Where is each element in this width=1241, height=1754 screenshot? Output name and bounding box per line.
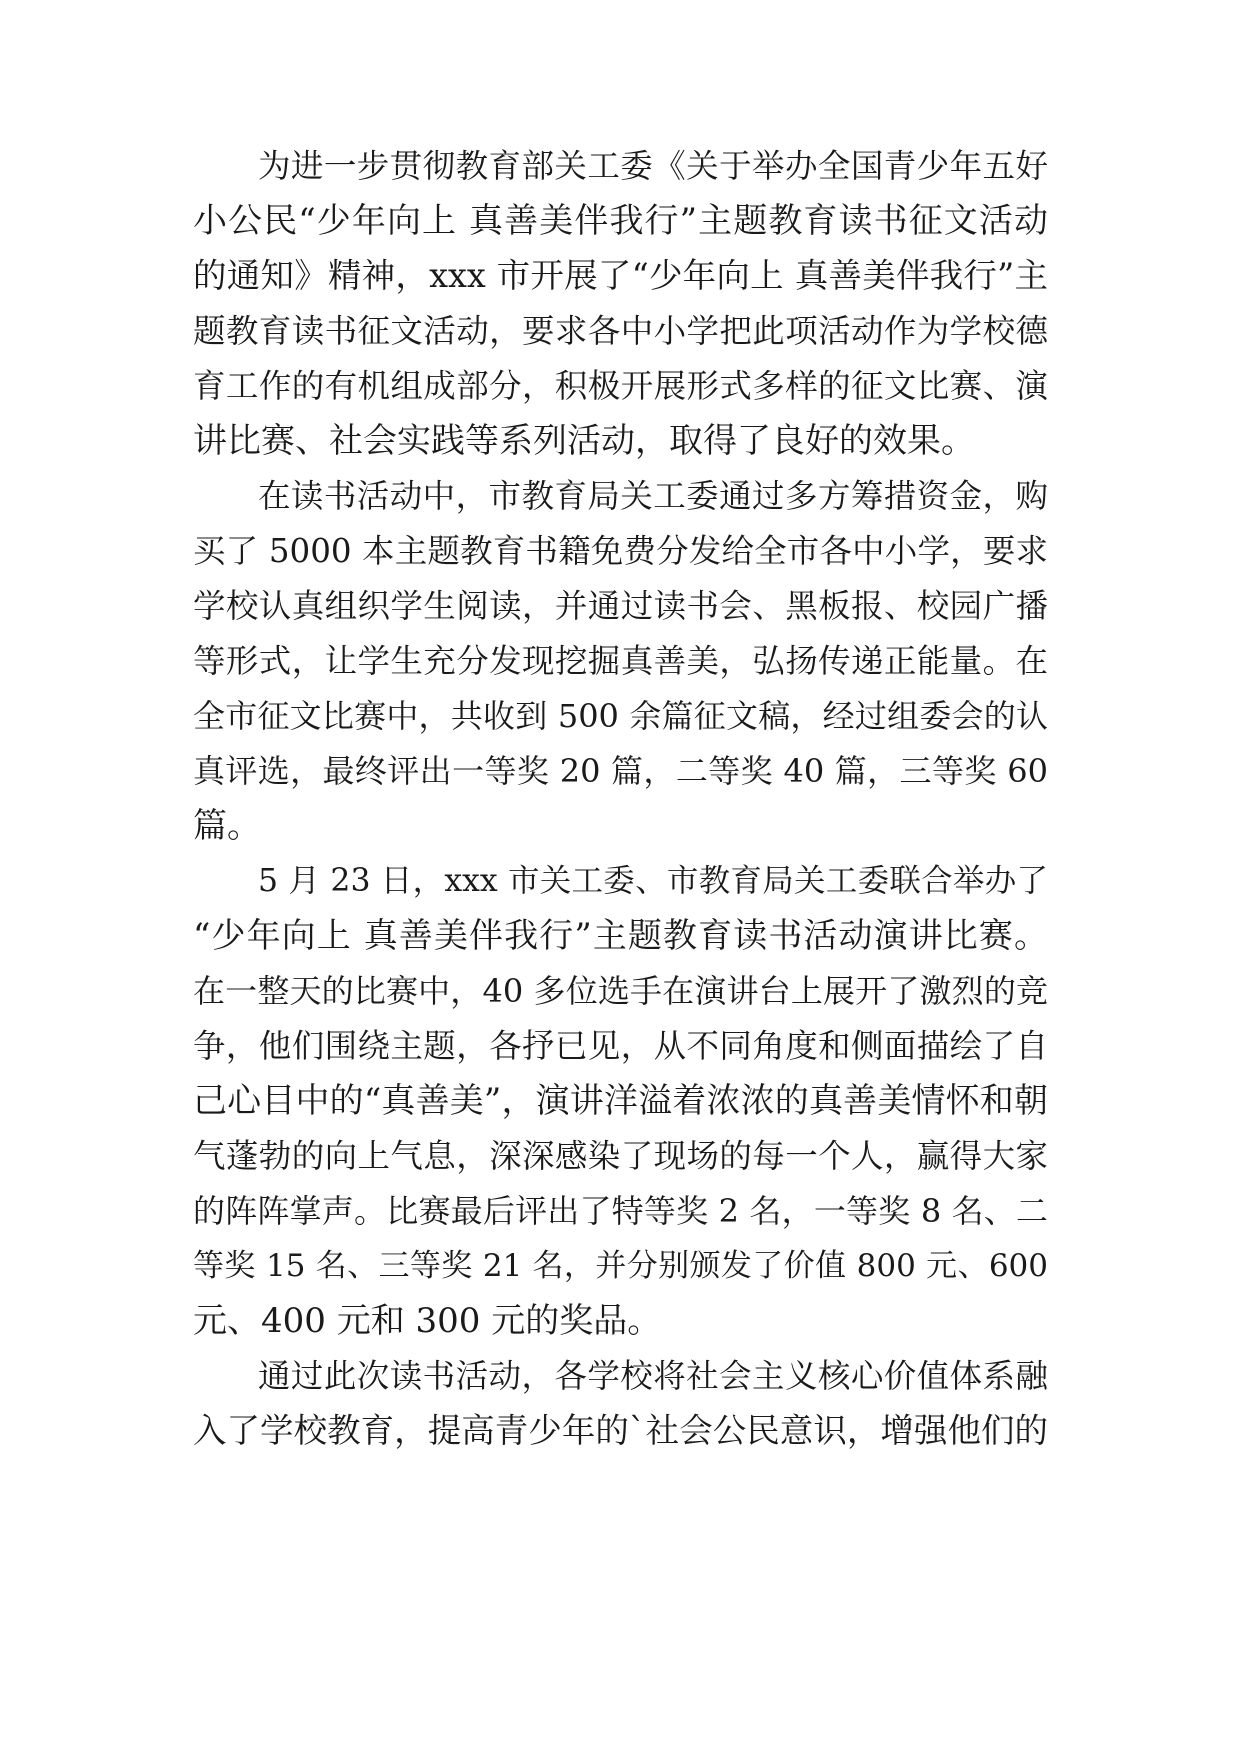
paragraph-line: 在一整天的比赛中，40 多位选手在演讲台上展开了激烈的竞 [193,972,1048,1010]
paragraph-line: 元、400 元和 300 元的奖品。 [193,1301,662,1341]
paragraph-line: 争，他们围绕主题，各抒已见，从不同角度和侧面描绘了自 [193,1027,1048,1065]
paragraph-line: 讲比赛、社会实践等系列活动，取得了良好的效果。 [193,421,975,461]
paragraph-line: 育工作的有机组成部分，积极开展形式多样的征文比赛、演 [193,367,1048,405]
paragraph-line: 通过此次读书活动，各学校将社会主义核心价值体系融 [258,1357,1048,1395]
paragraph-line: 小公民“少年向上 真善美伴我行”主题教育读书征文活动 [193,201,1048,241]
paragraph-line: 入了学校教育，提高青少年的`社会公民意识，增强他们的 [193,1411,1048,1450]
paragraph-line: 学校认真组织学生阅读，并通过读书会、黑板报、校园广播 [193,587,1048,625]
paragraph-line: 题教育读书征文活动，要求各中小学把此项活动作为学校德 [193,312,1048,350]
paragraph-line: 买了 5000 本主题教育书籍免费分发给全市各中小学，要求 [193,532,1048,570]
paragraph-line: 5 月 23 日，xxx 市关工委、市教育局关工委联合举办了 [258,863,1048,899]
paragraph-line: 气蓬勃的向上气息，深深感染了现场的每一个人，赢得大家 [193,1137,1048,1175]
paragraph-line: 全市征文比赛中，共收到 500 余篇征文稿，经过组委会的认 [193,697,1048,735]
paragraph-line: 篇。 [193,806,261,846]
paragraph-line: 的通知》精神，xxx 市开展了“少年向上 真善美伴我行”主 [193,256,1048,295]
paragraph-line: 真评选，最终评出一等奖 20 篇，二等奖 40 篇，三等奖 60 [193,752,1048,790]
paragraph-line: 等形式，让学生充分发现挖掘真善美，弘扬传递正能量。在 [193,642,1048,680]
paragraph-line: 己心目中的“真善美”，演讲洋溢着浓浓的真善美情怀和朝 [193,1081,1048,1121]
paragraph-line: 等奖 15 名、三等奖 21 名，并分别颁发了价值 800 元、600 [193,1248,1048,1284]
paragraph-line: 为进一步贯彻教育部关工委《关于举办全国青少年五好 [258,147,1048,185]
paragraph-line: 在读书活动中，市教育局关工委通过多方筹措资金，购 [258,477,1048,515]
paragraph-line: 的阵阵掌声。比赛最后评出了特等奖 2 名，一等奖 8 名、二 [193,1192,1048,1230]
paragraph-line: “少年向上 真善美伴我行”主题教育读书活动演讲比赛。 [193,916,1048,956]
